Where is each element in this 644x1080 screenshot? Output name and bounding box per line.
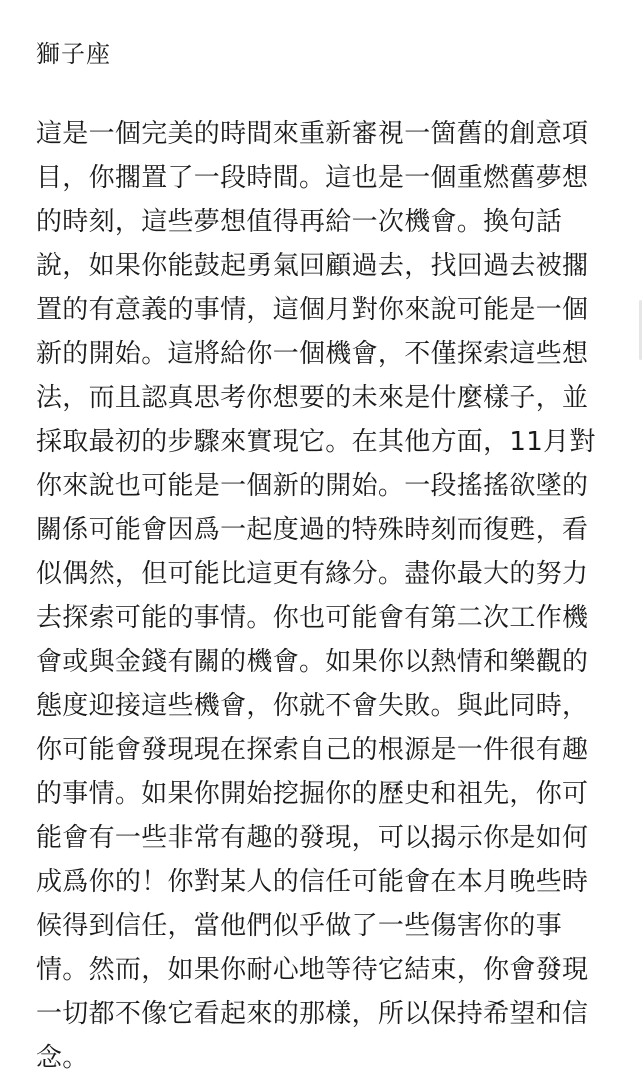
paragraph-line: 一切都不像它看起來的那樣，所以保持希望和信	[36, 999, 589, 1029]
paragraph-line: 的事情。如果你開始挖掘你的歷史和祖先，你可	[36, 779, 589, 809]
paragraph-line: 念。	[36, 1043, 89, 1073]
paragraph-line: 態度迎接這些機會，你就不會失敗。與此同時，	[36, 691, 589, 721]
paragraph-line: 目，你擱置了一段時間。這也是一個重燃舊夢想	[36, 163, 589, 193]
paragraph-line: 新的開始。這將給你一個機會，不僅探索這些想	[36, 339, 589, 369]
paragraph-line: 似偶然，但可能比這更有緣分。盡你最大的努力	[36, 559, 589, 589]
paragraph-line: 情。然而，如果你耐心地等待它結束，你會發現	[36, 955, 589, 985]
scrollbar-thumb[interactable]	[639, 300, 642, 360]
paragraph-line: 採取最初的步驟來實現它。在其他方面，11月對	[36, 427, 596, 457]
paragraph-line: 去探索可能的事情。你也可能會有第二次工作機	[36, 603, 589, 633]
paragraph-line: 法，而且認真思考你想要的未來是什麼樣子，並	[36, 383, 589, 413]
paragraph-line: 的時刻，這些夢想值得再給一次機會。換句話	[36, 207, 563, 237]
paragraph-line: 候得到信任，當他們似乎做了一些傷害你的事	[36, 911, 563, 941]
paragraph-line: 置的有意義的事情，這個月對你來說可能是一個	[36, 295, 589, 325]
article-body	[36, 112, 616, 1080]
paragraph-line: 成爲你的！你對某人的信任可能會在本月晚些時	[36, 867, 589, 897]
paragraph-line: 這是一個完美的時間來重新審視一箇舊的創意項	[36, 119, 589, 149]
paragraph-line: 關係可能會因爲一起度過的特殊時刻而復甦，看	[36, 515, 589, 545]
paragraph-line: 能會有一些非常有趣的發現，可以揭示你是如何	[36, 823, 589, 853]
page-title: 獅子座	[36, 40, 111, 68]
paragraph-line: 你來說也可能是一個新的開始。一段搖搖欲墜的	[36, 471, 589, 501]
paragraph-line: 說，如果你能鼓起勇氣回顧過去，找回過去被擱	[36, 251, 589, 281]
paragraph-line: 你可能會發現現在探索自己的根源是一件很有趣	[36, 735, 589, 765]
paragraph-line: 會或與金錢有關的機會。如果你以熱情和樂觀的	[36, 647, 589, 677]
